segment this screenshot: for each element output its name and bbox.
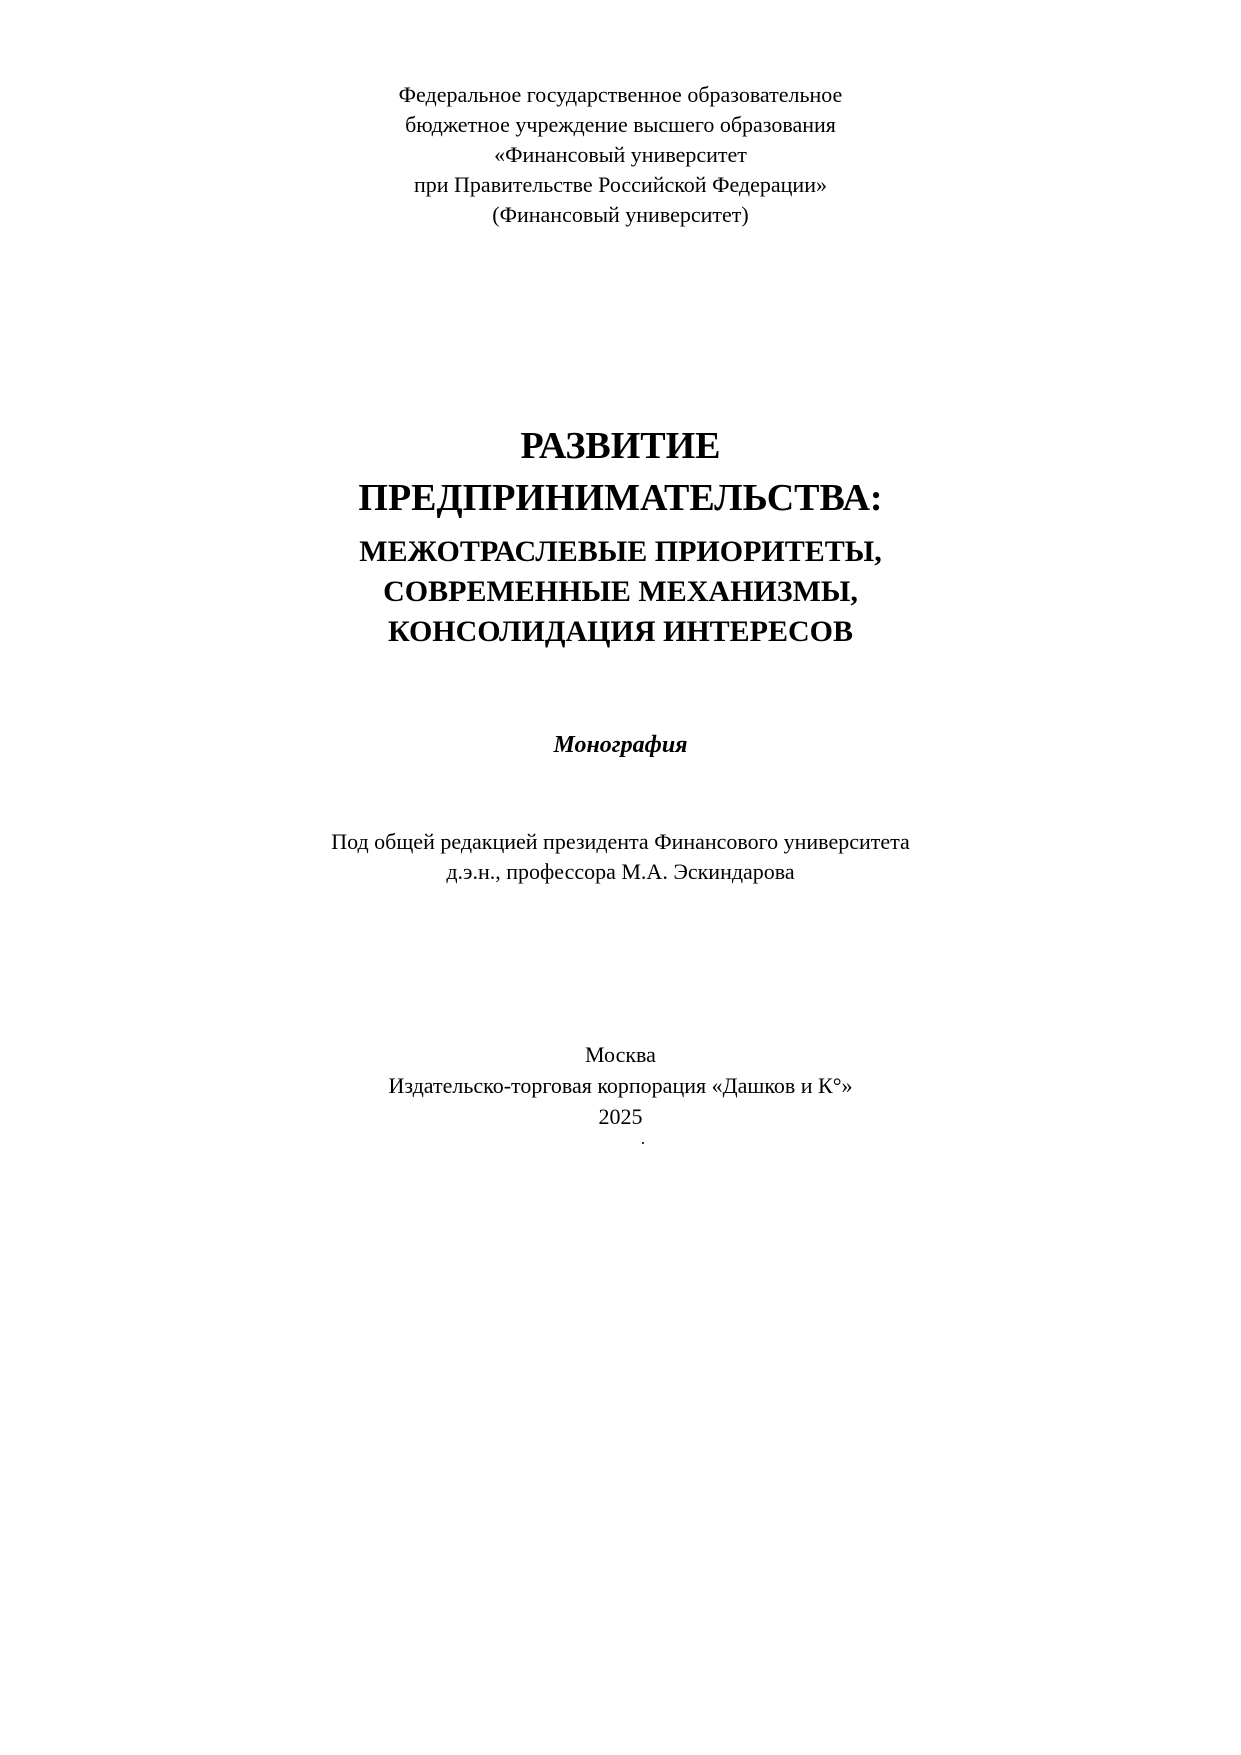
institution-line: бюджетное учреждение высшего образования bbox=[405, 112, 836, 137]
institution-line: (Финансовый университет) bbox=[492, 202, 749, 227]
institution-line: при Правительстве Российской Федерации» bbox=[414, 172, 827, 197]
institution-name bbox=[0, 80, 1241, 230]
book-subtitle bbox=[0, 532, 1241, 652]
publication-genre: Монография bbox=[553, 732, 688, 758]
institution-line: Федеральное государственное образовательное bbox=[398, 82, 843, 107]
editor-line: д.э.н., профессора М.А. Эскиндарова bbox=[446, 859, 795, 884]
publication-city: Москва bbox=[585, 1042, 656, 1067]
book-title bbox=[0, 420, 1241, 524]
book-title-line: РАЗВИТИЕ bbox=[520, 425, 721, 467]
editor-line: Под общей редакцией президента Финансового университета bbox=[331, 829, 910, 854]
imprint bbox=[0, 1039, 1241, 1132]
editor-note bbox=[0, 827, 1241, 887]
book-title-line: ПРЕДПРИНИМАТЕЛЬСТВА: bbox=[358, 477, 883, 519]
publisher-name: Издательско-торговая корпорация «Дашков и К°» bbox=[388, 1073, 853, 1098]
book-subtitle-line: КОНСОЛИДАЦИЯ ИНТЕРЕСОВ bbox=[387, 615, 854, 648]
scan-dot bbox=[642, 1142, 644, 1144]
book-subtitle-line: СОВРЕМЕННЫЕ МЕХАНИЗМЫ, bbox=[383, 575, 858, 608]
institution-line: «Финансовый университет bbox=[494, 142, 747, 167]
book-subtitle-line: МЕЖОТРАСЛЕВЫЕ ПРИОРИТЕТЫ, bbox=[359, 535, 882, 568]
publication-year: 2025 bbox=[598, 1104, 643, 1129]
